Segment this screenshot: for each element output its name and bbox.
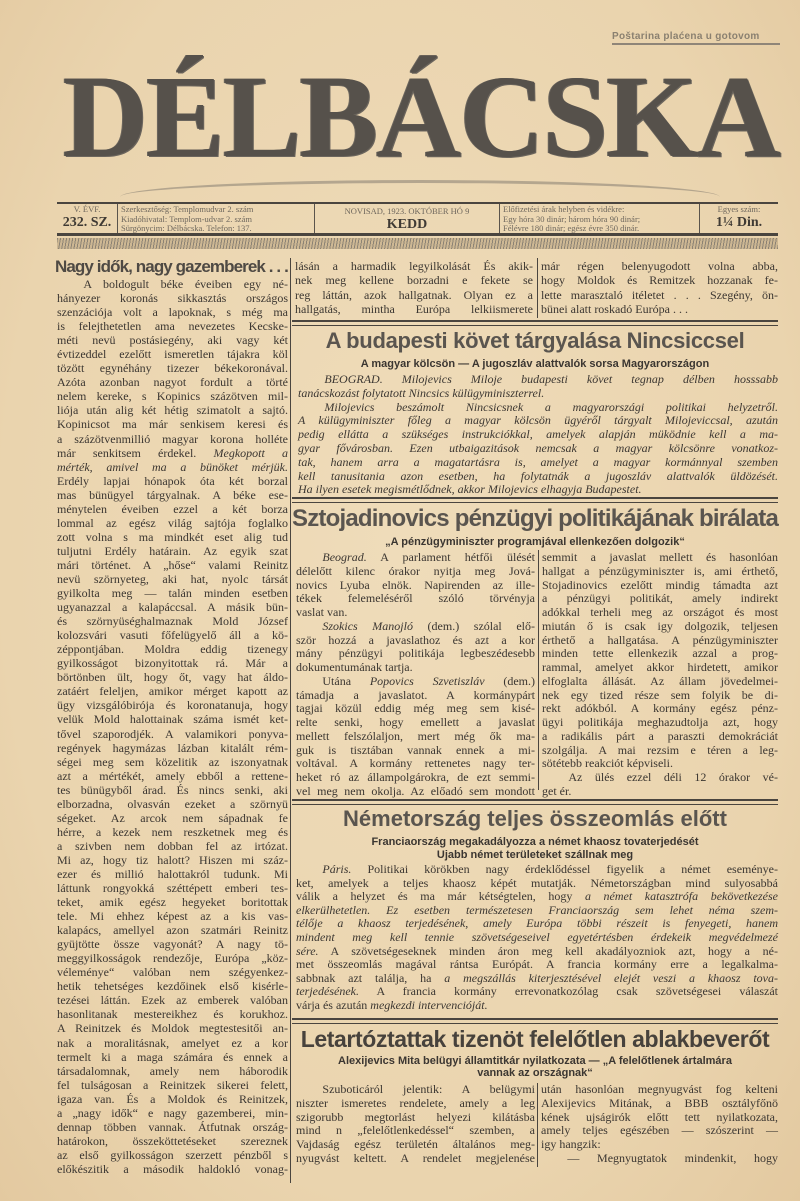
text-line: igy hangzik: xyxy=(541,1137,601,1152)
italic-text: Páris. xyxy=(322,862,352,876)
text-line: novics Lyuba elnök. Napirenden az ille- xyxy=(296,577,535,592)
italic-text: terjedésének. xyxy=(296,984,359,999)
italic-text: Szokics Manojló xyxy=(322,618,413,633)
text-line: ügyi politikája meghazudtolja azt, hogy xyxy=(542,715,778,729)
text-line: A külügyminiszter főleg a magyar kölcsön ügyéről tárgyalt Milojeviccsal, azután xyxy=(298,413,778,428)
article-subheadline xyxy=(292,849,778,861)
text-line: relte senki, hogy emellett a javaslat xyxy=(296,715,535,729)
text-line: érthető a hallgatása. A pénzügyminiszter xyxy=(542,632,778,647)
text-line: nevü szörnyeteg, aki hat, nyolc társát xyxy=(57,571,288,586)
editorial-address: Szerkesztőség: Templomudvar 2. szám xyxy=(121,204,254,214)
text-line: BEOGRAD. Milojevics Miloje budapesti követ tegnap délben hosssabb xyxy=(324,372,778,386)
editorial-body xyxy=(57,277,288,1176)
issue-number: 232. SZ. xyxy=(62,214,112,230)
text-span: sabbnak azt találja, ha xyxy=(296,970,445,985)
article-subheadline xyxy=(292,1067,778,1079)
text-line: rammal, amelyet akkor hirdetett, amikor xyxy=(542,660,778,674)
article-column-2 xyxy=(542,551,778,799)
text-line: Azóta azonban nagyot fordult a törté xyxy=(57,375,288,390)
section-rule xyxy=(292,497,778,503)
text-line: börtönben ült, hogy őt, vagy hat áldo- xyxy=(57,670,288,685)
column-rule xyxy=(538,550,539,790)
text-line: szenzációja volt a lapoknak, s még ma xyxy=(57,305,288,320)
text-line: támadja a javaslatot. A kormánypárt xyxy=(296,687,535,702)
text-line: met összeomlás magával rántsa Európát. A francia kormány erre a legalkalma- xyxy=(296,957,778,972)
italic-text: Popovics Szvetiszláv xyxy=(369,673,485,688)
column-rule xyxy=(537,1083,538,1167)
subscription-line: Egy hóra 30 dinár; három hóra 90 dinár; xyxy=(503,213,641,224)
article-headline-wrap xyxy=(292,1026,778,1053)
text-line: gyar fővárosban. Ezen utbaigazitások nemcsak a magyar kölcsönre vonatkoz- xyxy=(298,440,778,455)
text-line: velük Mold halottainak száma ismét ket- xyxy=(57,712,288,727)
text-line: elfoglalta állását. Az állam jövedelmei- xyxy=(542,673,778,688)
text-line: tes bünügyből árad. És nincs senki, aki xyxy=(57,782,288,797)
text-line: teket, amik egész hegyeket boritottak xyxy=(57,895,288,910)
article-headline: Sztojadinovics pénzügyi politikájának birálata xyxy=(292,505,778,532)
text-line: fel tulságosan a Reinitzek sikerei felett, xyxy=(57,1077,288,1092)
text-line xyxy=(296,985,778,999)
text-line: ugyanazzal a kalapáccsal. A másik bün- xyxy=(57,600,288,615)
text-line: voltával. A kormány rettenetes nagy ter- xyxy=(296,756,535,771)
text-line: és szörnyüséghalmaznak Mold József xyxy=(57,614,288,629)
text-line: rekt adókból. A kormány egész pénz- xyxy=(542,701,778,716)
text-line: A Reinitzek és Moldok megtestesitői an- xyxy=(57,1021,288,1036)
italic-text: sére. xyxy=(296,943,319,958)
article-column-2 xyxy=(541,1083,778,1166)
text-line: tuljutni Erdély határain. Az egyik szat xyxy=(57,543,288,558)
column-rule xyxy=(290,258,291,1183)
text-line: tele. Mi ehhez képest az a kis vas- xyxy=(57,909,288,924)
text-line: zott volna s ma mindkét eset alig tud xyxy=(57,529,288,544)
telegram-phone: Sürgönycim: Délbácska. Telefon: 137. xyxy=(121,223,252,234)
text-line xyxy=(296,917,778,931)
text-line: guk is tisztában vannak ennek a mi- xyxy=(296,742,535,757)
italic-text: mindent meg kell tennie szövetségeseivel egyetértésben érdekeik megvédelmezé xyxy=(296,929,778,944)
italic-text: megkezdi intervencióját. xyxy=(370,997,488,1012)
text-line: niszter ismeretes rendelete, amely a leg xyxy=(296,1095,535,1110)
italic-text: télője a khaosz terjedésének, amely Európa többi részeit is fenyegeti, hanem xyxy=(296,916,778,931)
text-line: igaza van. És a Moldok és Reinitzek, xyxy=(57,1091,288,1106)
text-line: hallgat a pénzügyminiszter is, ami érthető, xyxy=(542,563,778,578)
text-line: — Megnyugtatok mindenkit, hogy xyxy=(567,1150,778,1165)
italic-text: elkerülhetetlen. Ez esetben természetesen Franciaország sem lehet néma szem- xyxy=(296,902,778,917)
text-line: dennap többen vannak. Átfutnak ország- xyxy=(57,1119,288,1134)
masthead xyxy=(62,52,780,182)
italic-text: Beograd. xyxy=(322,550,367,564)
text-line: Vajdaság egész területén általános meg- xyxy=(296,1137,535,1152)
text-line: ször hozzá a javaslathoz és azt a kor xyxy=(296,632,535,647)
text-span: Politikai körökben nagy érdeklődéssel figyelik a német eseménye- xyxy=(351,862,778,876)
section-rule xyxy=(292,1018,778,1024)
text-line: dokumentumának tartja. xyxy=(296,660,413,674)
text-line: hetik tehetséges kezdőinek első kisérle- xyxy=(57,979,288,994)
text-line: get ér. xyxy=(542,783,572,798)
text-line xyxy=(57,446,288,460)
text-line: nyugvást keltett. A rendelet megjelenése xyxy=(296,1150,535,1165)
editorial-continuation-2 xyxy=(541,259,778,316)
article-body xyxy=(296,863,778,1013)
text-line: heket ró az állampolgárokra, de ezt semmi- xyxy=(296,770,535,784)
text-line: ügy vizsgálóbirója és koronatanuja, hogy xyxy=(57,698,288,713)
column-rule xyxy=(537,258,538,318)
text-span: várja és azután xyxy=(296,997,371,1012)
text-line: a „nagy idők“ e nagy gazemberei, min- xyxy=(57,1105,288,1120)
text-line xyxy=(296,945,778,959)
section-rule xyxy=(292,320,778,326)
editorial-title-wrap xyxy=(55,257,288,277)
text-line: kének ujságirók előtt tett nyilatkozata, xyxy=(541,1109,778,1124)
text-line: Erdély lapjai hónapok óta két borzal xyxy=(57,473,288,488)
article-subheadline xyxy=(292,1055,778,1067)
text-line: nelem kereke, s Kopinics százötven mil- xyxy=(57,389,288,404)
text-line: hányezer koronás sikkasztás országos xyxy=(57,291,288,306)
single-copy-price: 1¼ Din. xyxy=(715,214,763,230)
weekday: KEDD xyxy=(386,216,428,232)
text-line: véleménye“ valóban nem szégyenkez- xyxy=(57,965,288,980)
text-line: regények hagymázas lázban kitalált rém- xyxy=(57,740,288,755)
text-line: minden tette ellenkezik azzal a prog- xyxy=(542,646,778,661)
text-line: sötétebb reakciót képviseli. xyxy=(542,756,673,771)
text-line: Alexijevics Mitának, a BBB osztályfőnö xyxy=(541,1095,778,1110)
subheadline-text: Franciaország megakadályozza a német khaosz tovaterjedését xyxy=(371,836,699,848)
editorial-title: Nagy idők, nagy gazemberek . . . xyxy=(55,257,288,276)
text-line: tezései láttán. Ezek az emberek valóban xyxy=(57,993,288,1008)
text-line: ezer és millió halottakról tudunk. Mi xyxy=(57,866,288,881)
text-line: az első gyilkosságon szerzett pénzből s xyxy=(57,1147,288,1162)
text-line: ségei meg sem közelitik az iszonyatnak xyxy=(57,754,288,769)
text-line: kolozsvári vasuti főfelügyelő áll a kö- xyxy=(57,628,288,643)
text-line: amely teljes egészében — szószerint — xyxy=(541,1123,778,1138)
article-column-1 xyxy=(296,551,535,799)
text-line: ménytelen éveiben ezzel a két borza xyxy=(57,501,288,516)
text-line: tözött egynéhány tizezer békekoronával. xyxy=(57,361,288,376)
text-line xyxy=(296,551,535,565)
italic-text: a német katasztrófa bekövetkezése xyxy=(584,889,778,904)
article-headline: Letartóztattak tizenöt felelőtlen ablakbeverőt xyxy=(300,1026,770,1052)
article-headline-wrap xyxy=(292,505,778,533)
text-line: miután ő is csak igy dolgozik, teljesen xyxy=(542,618,778,633)
text-line: lommal az egész világ sajtója foglalko xyxy=(57,515,288,530)
publisher-address: Kiadóhivatal: Templom-udvar 2. szám xyxy=(121,213,252,224)
text-line: méti nevü postásiegény, aki vagy két xyxy=(57,333,288,348)
text-line: mellett felszólaljon, mert még ők ma- xyxy=(296,728,535,743)
text-line: tővel szaporodjék. A valamikori ponyva- xyxy=(57,726,288,741)
subscription-title: Előfizetési árak helyben és vidékre: xyxy=(503,204,625,214)
masthead-title: DÉLBÁCSKA xyxy=(62,51,780,182)
text-line: vel meg nem okolja. Az előadó sem mondott xyxy=(296,783,535,798)
date-cell xyxy=(315,204,500,233)
text-line: hallgatás, mintha Európa lelkiismerete xyxy=(295,301,533,316)
text-line: határokon, összeköttetéseket szereznek xyxy=(57,1133,288,1148)
text-line: zatáért feleljen, amikor mérget kapott az xyxy=(57,684,288,699)
article-headline-wrap xyxy=(292,328,778,354)
text-line: évtizeddel ezelőtt ismeretlen tájakra köl xyxy=(57,347,288,362)
text-line: kalapács, amellyel azon szatmári Reinitz xyxy=(57,923,288,938)
text-line: előkészitik a második haldokló vonag- xyxy=(57,1161,288,1176)
text-span: már senkitsem érdekel. xyxy=(57,445,214,460)
text-line: termelt ki a maga számára és ennek a xyxy=(57,1049,288,1064)
text-line: mas bünügyel tárgyalnak. A béke ese- xyxy=(57,487,288,502)
text-line xyxy=(296,904,778,918)
single-copy-label: Egyes szám: xyxy=(717,204,761,214)
contact-cell xyxy=(118,204,315,233)
text-line: semmit a javaslat mellett és hasonlóan xyxy=(542,550,778,564)
text-line: délelőtt kilenc órakor nyitja meg Jová- xyxy=(296,563,535,578)
text-line: tagjai közül eddig még meg sem kisé- xyxy=(296,701,535,716)
text-line: nek meg kellene borzadni e fekete se xyxy=(295,273,533,288)
text-span: A szövetségeseknek minden áron meg kell akadályozniok azt, hogy a né- xyxy=(318,943,778,958)
text-line: mind n „felelőtlenkedéssel“ szemben, a xyxy=(296,1123,535,1138)
text-line: hogy Moldok és Remitzek hozzanak fe- xyxy=(541,273,778,288)
text-line: Kopinicsot ma már senkisem keresi és xyxy=(57,417,288,432)
text-line: vaslat van. xyxy=(296,605,348,619)
text-line: a százötvenmillió magyar korona holléte xyxy=(57,431,288,446)
text-line: mány pénzügyi politikája legbeszédesebb xyxy=(296,646,535,661)
text-line: ket, amelyek a teljes khaosz képét mutatják. Németországban mind sulyosabbá xyxy=(296,875,778,890)
text-line xyxy=(57,460,288,474)
text-line: azt a mértékét, amely ebből a rettene- xyxy=(57,768,288,783)
text-line: pedig ellátta a szükséges instrukciókkal, amelyek alapján müködnie kell a ma- xyxy=(298,427,778,442)
italic-text: mérték, amivel ma a bünöket mérjük. xyxy=(57,459,288,474)
article-body xyxy=(298,373,778,497)
text-line: mári történet. A „hőse“ valami Reinitz xyxy=(57,557,288,572)
text-span: válik a helyzet és ma már kétségtelen, hogy xyxy=(296,889,585,904)
text-line: liója után alig két hétig szimatolt a sajtó. xyxy=(57,403,288,418)
text-line: már régen belenyugodott volna abba, xyxy=(541,259,778,273)
hatch-divider xyxy=(57,238,778,249)
subheadline-text: „A pénzügyminiszter programjával ellenkezően dolgozik“ xyxy=(385,536,685,548)
text-line: a szivben nem dobban fel az irtózat. xyxy=(57,838,288,853)
text-line: ségeket. Az arcok nem sápadnak fe xyxy=(57,810,288,825)
text-line xyxy=(296,620,535,634)
text-line: tak, hanem arra a magatartásra is, amelyet a magyar kormánnyal szemben xyxy=(298,454,778,469)
text-line: Stojadinovics ezelőtt mindig támadta azt xyxy=(542,577,778,592)
subscription-line: Félévre 180 dinár; egész évre 350 dinár. xyxy=(503,223,640,234)
volume: V. ÉVF. xyxy=(73,204,101,214)
text-line: Szuboticáról jelentik: A belügymi xyxy=(322,1082,535,1096)
subheadline-text: vannak az országnak“ xyxy=(477,1067,593,1079)
text-line: a radikális párt a paraszti demokráciát xyxy=(542,728,778,743)
text-line: szigorubb megtorlást helyezi kilátásba xyxy=(296,1109,535,1124)
text-line: tékek felemeléséről szóló törvényja xyxy=(296,591,535,606)
text-line xyxy=(296,999,778,1013)
info-bar xyxy=(57,202,778,236)
subheadline-text: Ujabb német területeket szállnak meg xyxy=(436,849,634,861)
text-line xyxy=(296,675,535,689)
issue-date: NOVISAD, 1923. OKTÓBER HÓ 9 xyxy=(344,206,470,216)
article-headline-wrap xyxy=(292,806,778,832)
text-line: meggyilkosságok rendezője, Európa „köz- xyxy=(57,951,288,966)
text-line xyxy=(296,972,778,986)
text-line: után hasonlóan megnyugvást fog kelteni xyxy=(541,1082,778,1096)
section-rule xyxy=(292,799,778,805)
text-line: Milojevics beszámolt Nincsicsnek a magyarországi politikai helyzetről. xyxy=(324,399,778,414)
masthead-divider xyxy=(120,180,720,197)
subscription-cell xyxy=(500,204,700,233)
text-line: hérre, a kezek nem reszketnek meg és xyxy=(57,824,288,839)
text-line: hasonlitanak mestereikhez és korukhoz. xyxy=(57,1007,288,1022)
volume-cell xyxy=(57,204,118,233)
text-line: a pénzügyi politikát, amely indirekt xyxy=(542,591,778,606)
text-line: lette marasztaló itéletet . . . Szegény, ön- xyxy=(541,287,778,302)
text-line: is felejthetetlen ama nevezetes Kecske- xyxy=(57,319,288,334)
article-subheadline xyxy=(292,536,778,548)
article-column-1 xyxy=(296,1083,535,1166)
text-line: Mi az, hogy tiz halott? Hiszen mi száz- xyxy=(57,852,288,867)
italic-text: a megszállás kiterjesztésével elejét veszi a khaosz tova- xyxy=(444,970,778,985)
article-headline: A budapesti követ tárgyalása Nincsiccsel xyxy=(325,328,745,353)
price-cell xyxy=(700,204,778,233)
text-line: Az ülés ezzel déli 12 órakor vé- xyxy=(568,770,778,784)
text-span: (dem.) szólal elő- xyxy=(412,618,535,633)
text-line: lásán a harmadik legyilkolását És akik- xyxy=(295,259,533,273)
text-line: nek egy tized része sem folyik be di- xyxy=(542,687,778,702)
postage-note: Poštarina plaćena u gotovom xyxy=(612,31,780,45)
text-line: gyüjtötte össze vagyonát? A nagy tö- xyxy=(57,937,288,952)
text-span: A francia kormány errevonatkozólag csak szövetségesei válaszát xyxy=(358,984,778,999)
text-line: Ha ilyen esetek megismétlődnek, akkor Milojevics elhagyja Budapestet. xyxy=(298,482,642,497)
text-line: gyilkosságot bizonyitottak rá. Már a xyxy=(57,656,288,671)
text-span: (dem.) xyxy=(484,673,536,688)
subheadline-text: A magyar kölcsön — A jugoszláv alattvalók sorsa Magyarországon xyxy=(360,358,710,370)
text-line: A boldogult béke éveiben egy né- xyxy=(83,277,288,291)
text-line: bünei alatt roskadó Európa . . . xyxy=(541,301,688,316)
text-line: nak a moralitásnak, amelyet ez a kor xyxy=(57,1035,288,1050)
text-line: reg láttán, azok hallgatnak. Olyan ez a xyxy=(295,287,533,302)
text-line: láttunk rongyokká széttépett emberi tes- xyxy=(57,881,288,896)
text-line xyxy=(296,863,778,877)
article-subheadline xyxy=(292,358,778,370)
text-line: társadalomnak, amely nem háborodik xyxy=(57,1063,288,1078)
text-line: kell tanusitania azon esetben, ha folytatnák a jugoszláv alattvalók üldözését. xyxy=(298,468,778,483)
text-span: Utána xyxy=(322,673,370,688)
text-line: gyilkolta meg — talán minden esetben xyxy=(57,586,288,601)
article-headline: Németország teljes összeomlás előtt xyxy=(343,806,727,831)
article-subheadline xyxy=(292,836,778,848)
text-span: A parlament hétfői ülését xyxy=(366,550,535,564)
text-line: tanácskozást folytatott Nincsics külügyminiszterrel. xyxy=(298,385,545,400)
subheadline-text: Alexijevics Mita belügyi államtitkár nyilatkozata — „A felelőtlenek ártalmára xyxy=(338,1055,732,1067)
text-line xyxy=(296,931,778,945)
text-line: szolgálja. A mai rezsim e téren a leg- xyxy=(542,742,778,757)
text-line xyxy=(296,890,778,904)
text-line: elborzadna, olvasván ezeket a szörnyü xyxy=(57,796,288,811)
text-line: zéppontjában. Moldra eddig tizenegy xyxy=(57,642,288,657)
text-line: adókkal terheli meg az országot és most xyxy=(542,605,778,619)
editorial-continuation-1 xyxy=(295,259,533,316)
italic-text: Megkopott a xyxy=(213,445,288,460)
